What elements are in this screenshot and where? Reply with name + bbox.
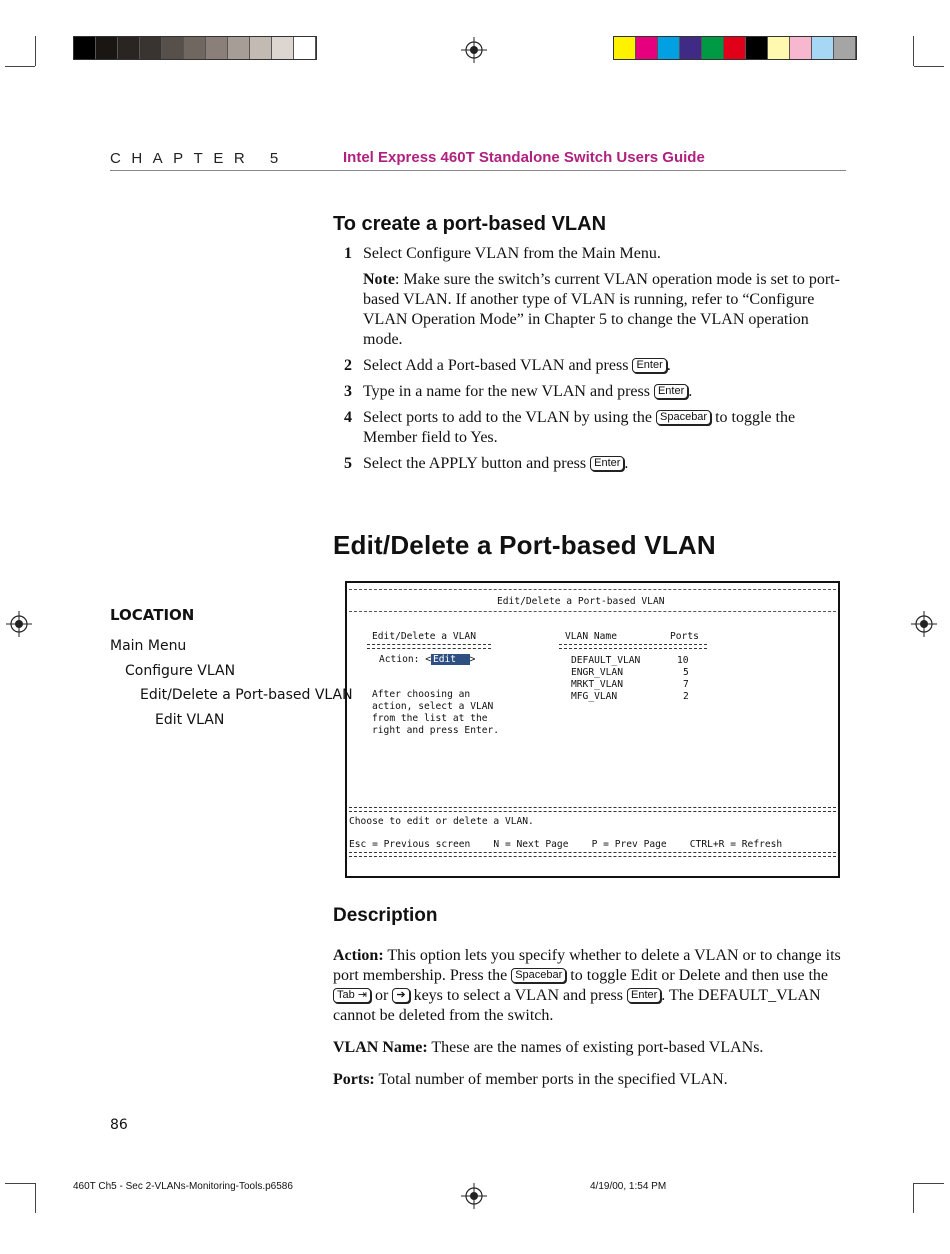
color-swatch xyxy=(680,37,702,59)
vlan-row-name[interactable]: DEFAULT_VLAN xyxy=(571,655,641,666)
crop-mark xyxy=(35,36,36,66)
color-swatch xyxy=(206,37,228,59)
step-text-part: . xyxy=(666,357,671,374)
color-swatch xyxy=(96,37,118,59)
color-swatch xyxy=(834,37,856,59)
step-item xyxy=(333,454,848,474)
page-number: 86 xyxy=(110,1117,128,1133)
step-text-part: Select Add a Port-based VLAN and press xyxy=(363,357,633,374)
action-field[interactable] xyxy=(379,654,475,666)
color-swatch xyxy=(272,37,294,59)
color-swatch xyxy=(702,37,724,59)
footer-date: 4/19/00, 1:54 PM xyxy=(590,1181,667,1192)
terminal-title: Edit/Delete a Port-based VLAN xyxy=(497,596,665,607)
status-line: Choose to edit or delete a VLAN. xyxy=(349,816,534,827)
vlan-row-name[interactable]: ENGR_VLAN xyxy=(571,667,623,678)
note-text: : Make sure the switch’s current VLAN operation mode is set to port-based VLAN. If another type of VLAN is running, refer to “Configure VLAN Operation Mode” in Chapter 5 to change the VLAN operation mode. xyxy=(363,271,840,348)
key-help-line: Esc = Previous screen N = Next Page P = Prev Page CTRL+R = Refresh xyxy=(349,839,783,850)
color-swatch xyxy=(658,37,680,59)
step-number: 4 xyxy=(344,409,352,426)
note-label: Note xyxy=(363,271,395,288)
color-swatch xyxy=(228,37,250,59)
step-item xyxy=(333,244,848,264)
desc-text: This option lets you specify whether to delete a VLAN or to change its port membership. Press the xyxy=(333,947,841,984)
crop-mark xyxy=(914,66,944,67)
divider xyxy=(349,852,836,857)
color-swatch xyxy=(250,37,272,59)
crop-mark xyxy=(914,1183,944,1184)
registration-mark-icon xyxy=(461,37,487,63)
action-label: Action: < xyxy=(379,654,431,665)
step-text: Select Configure VLAN from the Main Menu. xyxy=(363,245,661,262)
enter-key-icon: Enter xyxy=(590,456,624,471)
enter-key-icon: Enter xyxy=(654,384,688,399)
help-line: After choosing an xyxy=(372,689,471,700)
terminal-screenshot xyxy=(345,581,840,878)
color-swatch xyxy=(790,37,812,59)
step-item xyxy=(333,382,848,402)
grayscale-swatch-bar xyxy=(73,36,317,60)
registration-mark-icon xyxy=(6,611,32,637)
crop-mark xyxy=(5,1183,35,1184)
color-swatch xyxy=(162,37,184,59)
arrow-right-key-icon: ➔ xyxy=(392,988,409,1003)
ports-description xyxy=(333,1070,853,1090)
step-text xyxy=(363,382,848,402)
spacebar-key-icon: Spacebar xyxy=(656,410,711,425)
location-title: LOCATION xyxy=(110,606,195,624)
color-swatch xyxy=(140,37,162,59)
vlan-name-description xyxy=(333,1038,853,1058)
desc-text: or xyxy=(371,987,393,1004)
color-swatch-bar xyxy=(613,36,857,60)
crop-mark xyxy=(913,36,914,66)
ports-column-header: Ports xyxy=(670,631,699,642)
description-heading: Description xyxy=(333,905,438,926)
running-title: Intel Express 460T Standalone Switch Users Guide xyxy=(343,149,705,166)
help-line: action, select a VLAN xyxy=(372,701,494,712)
step-text-part: . xyxy=(624,455,629,472)
step-text-part: Select ports to add to the VLAN by using the xyxy=(363,409,656,426)
action-value[interactable]: Edit xyxy=(432,654,468,665)
step-text-part: . xyxy=(688,383,693,400)
vlan-row-ports: 7 xyxy=(683,679,689,690)
header-rule xyxy=(110,170,846,171)
edit-delete-heading: Edit/Delete a Port-based VLAN xyxy=(333,530,716,560)
action-description xyxy=(333,946,853,1026)
registration-mark-icon xyxy=(911,611,937,637)
step-text xyxy=(363,356,848,376)
location-path-item: Main Menu xyxy=(110,638,187,654)
step-text-part: to toggle the Member field to Yes. xyxy=(363,409,796,446)
color-swatch xyxy=(294,37,316,59)
vlan-name-column-header: VLAN Name xyxy=(565,631,617,642)
step-text-part: Type in a name for the new VLAN and press xyxy=(363,383,654,400)
action-close: > xyxy=(469,654,476,665)
step-number: 5 xyxy=(344,455,352,472)
color-swatch xyxy=(636,37,658,59)
desc-text: Total number of member ports in the specified VLAN. xyxy=(374,1071,728,1088)
step-item xyxy=(333,408,848,448)
color-swatch xyxy=(746,37,768,59)
color-swatch xyxy=(614,37,636,59)
footer-filename: 460T Ch5 - Sec 2-VLANs-Monitoring-Tools.p6586 xyxy=(73,1181,293,1192)
divider xyxy=(349,807,836,812)
location-path-item: Edit/Delete a Port-based VLAN xyxy=(140,687,353,703)
color-swatch xyxy=(118,37,140,59)
crop-mark xyxy=(35,1183,36,1213)
divider xyxy=(367,644,491,649)
enter-key-icon: Enter xyxy=(627,988,661,1003)
desc-text: to toggle Edit or Delete and then use the xyxy=(566,967,828,984)
vlan-row-ports: 2 xyxy=(683,691,689,702)
step-number: 1 xyxy=(344,245,352,262)
color-swatch xyxy=(74,37,96,59)
color-swatch xyxy=(724,37,746,59)
step-text xyxy=(363,454,848,474)
vlan-name-term: VLAN Name: xyxy=(333,1039,428,1056)
desc-text: keys to select a VLAN and press xyxy=(409,987,627,1004)
step-note xyxy=(363,270,848,350)
action-term: Action: xyxy=(333,947,384,964)
location-path-item: Edit VLAN xyxy=(155,711,225,728)
vlan-row-name[interactable]: MRKT_VLAN xyxy=(571,679,623,690)
edit-delete-label: Edit/Delete a VLAN xyxy=(372,631,476,642)
create-steps-list xyxy=(333,244,848,480)
divider xyxy=(349,589,836,590)
ports-term: Ports: xyxy=(333,1071,375,1088)
registration-mark-icon xyxy=(461,1183,487,1209)
desc-text: . The DEFAULT_VLAN cannot be deleted from the switch. xyxy=(333,987,821,1024)
color-swatch xyxy=(768,37,790,59)
help-line: right and press Enter. xyxy=(372,725,500,736)
vlan-row-ports: 5 xyxy=(683,667,689,678)
step-text xyxy=(363,408,848,448)
step-text-part: Select the APPLY button and press xyxy=(363,455,591,472)
chapter-label: CHAPTER 5 xyxy=(110,150,289,167)
create-vlan-heading: To create a port-based VLAN xyxy=(333,213,607,235)
color-swatch xyxy=(812,37,834,59)
spacebar-key-icon: Spacebar xyxy=(511,968,566,983)
crop-mark xyxy=(913,1183,914,1213)
step-number: 3 xyxy=(344,383,352,400)
location-path-item: Configure VLAN xyxy=(125,662,236,679)
step-number: 2 xyxy=(344,357,352,374)
crop-mark xyxy=(5,66,35,67)
desc-text: These are the names of existing port-based VLANs. xyxy=(427,1039,764,1056)
help-line: from the list at the xyxy=(372,713,488,724)
location-sidebar xyxy=(110,606,353,732)
color-swatch xyxy=(184,37,206,59)
enter-key-icon: Enter xyxy=(632,358,666,373)
step-item xyxy=(333,356,848,376)
divider xyxy=(349,611,836,612)
vlan-row-name[interactable]: MFG_VLAN xyxy=(571,691,618,702)
vlan-row-ports: 10 xyxy=(677,655,689,666)
tab-key-icon: Tab ⇥ xyxy=(333,988,371,1003)
divider xyxy=(559,644,707,649)
description-body xyxy=(333,946,853,1102)
